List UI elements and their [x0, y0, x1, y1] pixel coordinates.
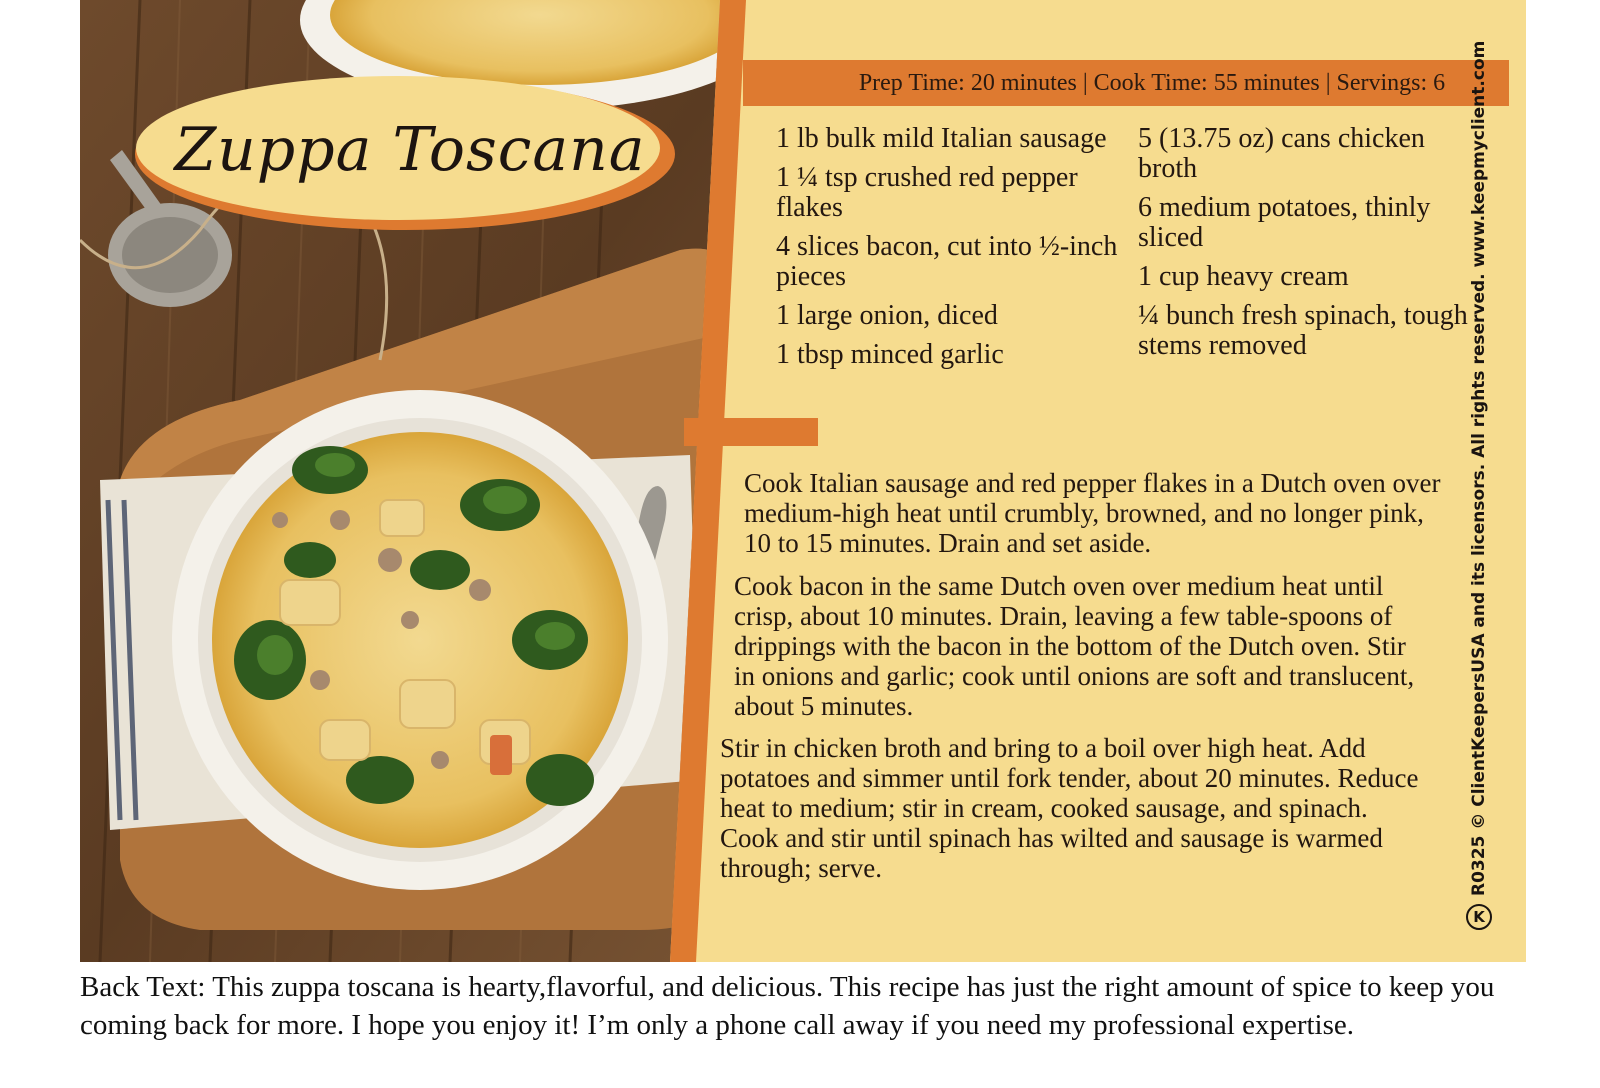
ingredient-item: 5 (13.75 oz) cans chicken broth: [1138, 123, 1425, 184]
ingredient-item: 1 large onion, diced: [776, 300, 998, 331]
ingredient-item: 4 slices bacon, cut into ½-inch pieces: [776, 231, 1118, 292]
back-text: Back Text: This zuppa toscana is hearty,flavorful, and delicious. This recipe has just the right amount of spice to keep you coming back for more. I hope you enjoy it! I’m only a phone call away if you need my professional expertise.: [80, 971, 1495, 1041]
ingredients-right: [1138, 124, 1488, 370]
direction-step-2: Cook bacon in the same Dutch oven over medium heat until crisp, about 10 minutes. Drain, leaving a few table-spoons of drippings with the bacon in the bottom of the Dutch oven. Stir in onions and garlic; cook until onions are soft and translucent, about 5 minutes.: [734, 571, 1415, 721]
recipe-meta: Prep Time: 20 minutes | Cook Time: 55 minutes | Servings: 6: [858, 69, 1446, 96]
k-logo-icon: K: [1466, 904, 1492, 930]
ingredient-item: 1 cup heavy cream: [1138, 261, 1349, 292]
ingredients-left: [776, 124, 1126, 379]
ingredient-item: ¼ bunch fresh spinach, tough stems removed: [1138, 300, 1468, 361]
ingredient-item: 1 lb bulk mild Italian sausage: [776, 123, 1107, 154]
copyright-text: R0325 © ClientKeepersUSA and its licensors. All rights reserved. www.keepmyclient.com: [1469, 40, 1489, 896]
direction-step-3: Stir in chicken broth and bring to a boil over high heat. Add potatoes and simmer until fork tender, about 20 minutes. Reduce heat to medium; stir in cream, cooked sausage, and spinach. Cook and stir until spinach has wilted and sausage is warmed through; serve.: [720, 733, 1419, 883]
ingredient-item: 6 medium potatoes, thinly sliced: [1138, 192, 1431, 253]
ingredient-item: 1 tbsp minced garlic: [776, 339, 1004, 370]
recipe-card: [80, 0, 1526, 962]
direction-step-1: Cook Italian sausage and red pepper flakes in a Dutch oven over medium-high heat until crumbly, browned, and no longer pink, 10 to 15 minutes. Drain and set aside.: [744, 468, 1441, 558]
recipe-title: Zuppa Toscana: [174, 115, 646, 185]
ingredient-item: 1 ¼ tsp crushed red pepper flakes: [776, 162, 1078, 223]
